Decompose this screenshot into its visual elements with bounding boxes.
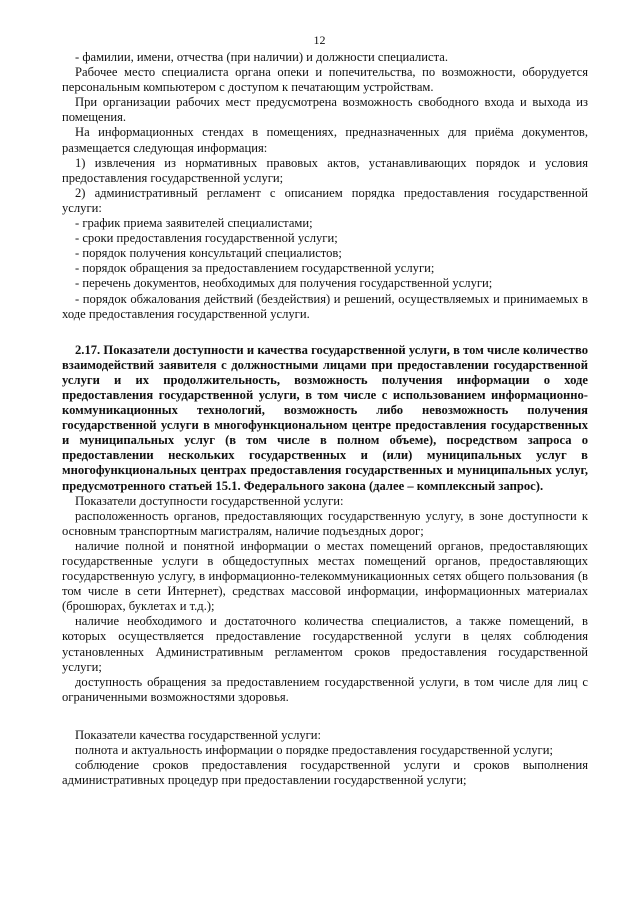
list-item: - график приема заявителей специалистами; <box>75 216 313 231</box>
paragraph: доступность обращения за предоставлением государственной услуги, в том числе для лиц с ограниченными возможностями здоровья. <box>62 674 588 704</box>
paragraph: Показатели доступности государственной услуги: <box>75 493 344 508</box>
list-item: - перечень документов, необходимых для получения государственной услуги; <box>75 276 493 291</box>
paragraph: наличие необходимого и достаточного количества специалистов, а также помещений, в которых осуществляется предоставление государственной услуги в целях соблюдения установленных Административным регламентом сроков предоставления государственной услуги; <box>62 614 588 674</box>
paragraph: Рабочее место специалиста органа опеки и попечительства, по возможности, оборудуется персональным компьютером с доступом к печатающим устройствам. <box>62 65 588 95</box>
paragraph: наличие полной и понятной информации о местах помещений органов, предоставляющих государственные услуги в общедоступных местах помещений органов, предоставляющих государственную услугу, в информационно-телекоммуникационных сетях общего пользования (в том числе в сети Интернет), средствах массовой информации, информационных материалах (брошюрах, буклетах и т.д.); <box>62 538 588 614</box>
document-body <box>62 50 588 788</box>
list-item: - порядок обращения за предоставлением государственной услуги; <box>75 261 435 276</box>
paragraph: соблюдение сроков предоставления государственной услуги и сроков выполнения административных процедур при предоставлении государственной услуги; <box>62 758 588 788</box>
paragraph: При организации рабочих мест предусмотрена возможность свободного входа и выхода из помещения. <box>62 95 588 125</box>
paragraph: полнота и актуальность информации о порядке предоставления государственной услуги; <box>75 743 553 758</box>
paragraph: На информационных стендах в помещениях, предназначенных для приёма документов, размещается следующая информация: <box>62 125 588 155</box>
list-item: - порядок получения консультаций специалистов; <box>75 246 342 261</box>
paragraph: Показатели качества государственной услуги: <box>75 727 322 742</box>
paragraph: 1) извлечения из нормативных правовых актов, устанавливающих порядок и условия предоставления государственной услуги; <box>62 155 588 185</box>
section-heading: 2.17. Показатели доступности и качества государственной услуги, в том числе количество взаимодействий заявителя с должностными лицами при предоставлении государственной услуги и их продолжительность, возможность получения информации о ходе предоставления государственной услуги, в том числе с использованием информационно-коммуникационных технологий, возможность либо невозможность получения государственной услуги в многофункциональном центре предоставления государственных и муниципальных услуг (в том числе в полном объеме), посредством запроса о предоставлении нескольких государственных и (или) муниципальных услуг в многофункциональных центрах предоставления государственных и муниципальных услуг, предусмотренного статьей 15.1. Федерального закона (далее – комплексный запрос). <box>62 342 588 493</box>
list-item: - порядок обжалования действий (бездействия) и решений, осуществляемых и принимаемых в ходе предоставления государственной услуги. <box>62 291 588 321</box>
page-number: 12 <box>313 33 326 47</box>
paragraph: 2) административный регламент с описанием порядка предоставления государственной услуги: <box>62 185 588 215</box>
list-item: - сроки предоставления государственной услуги; <box>75 231 338 246</box>
paragraph: расположенность органов, предоставляющих государственную услугу, в зоне доступности к основным транспортным магистралям, наличие подъездных дорог; <box>62 508 588 538</box>
paragraph: - фамилии, имени, отчества (при наличии) и должности специалиста. <box>75 50 449 64</box>
